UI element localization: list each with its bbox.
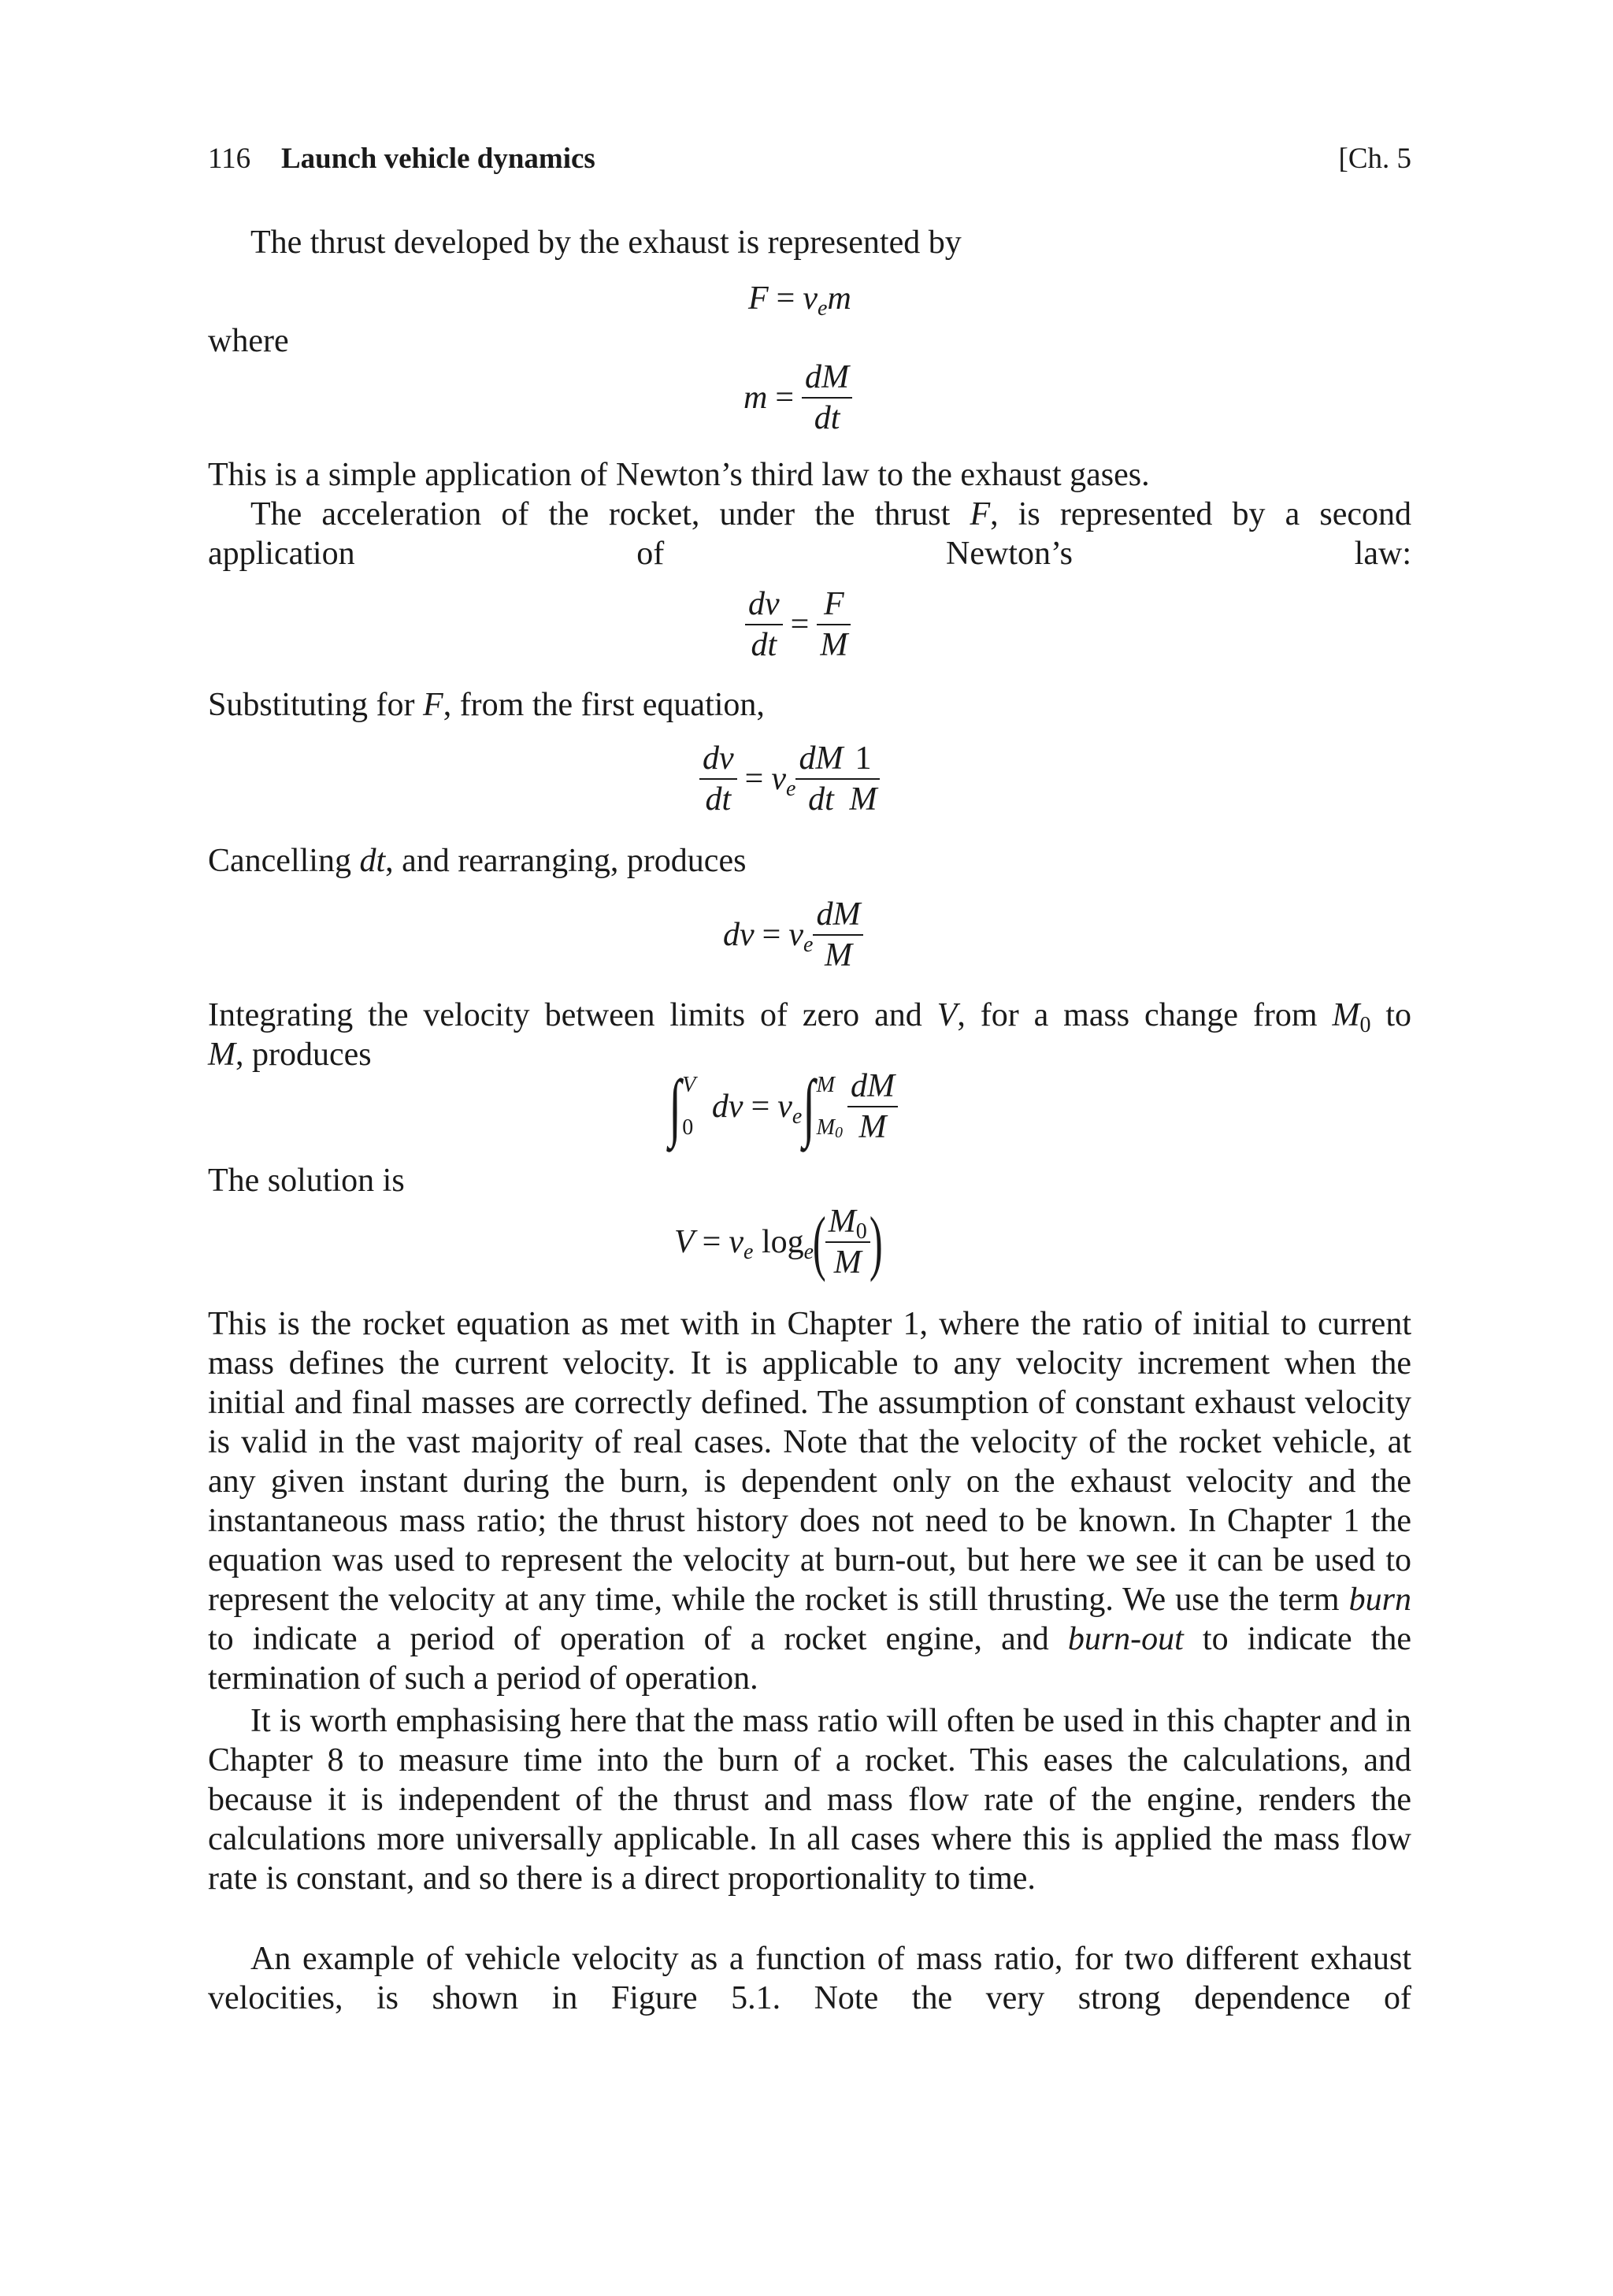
left-paren: ( bbox=[812, 1202, 826, 1282]
equation-acceleration: $\frac{dv}{dt}$ = $\frac{F}{M}$ bbox=[745, 584, 851, 665]
paragraph-rocket-equation: This is the rocket equation as met with in Chapter 1, where the ratio of initial to current mass defines the current velocity. It is applicable to any velocity increment when the initial and final masses are correctly defined. The assumption of constant exhaust velocity is valid in the vast majority of real cases. Note that the velocity of the rocket vehicle, at any given instant during the burn, is dependent only on the exhaust velocity and the instantaneous mass ratio; the thrust history does not need to be known. In Chapter 1 the equation was used to represent the velocity at burn-out, but here we see it can be used to represent the velocity at any time, while the rocket is still thrusting. We use the term burn to indicate a period of operation of a rocket engine, and burn-out to indicate the termination of such a period of operation. bbox=[208, 1306, 1412, 1697]
equation-rocket: $V = v_e$ $\log_e$( $\frac{M_0}{M}$ ) bbox=[674, 1202, 883, 1282]
acceleration-line-1: The acceleration of the rocket, under the thrust F, is represented by a second application of Newton’s law: bbox=[208, 496, 1412, 572]
integrating-line-2: M, produces bbox=[208, 1037, 372, 1073]
integrating-line-1: Integrating the velocity between limits of zero and V, for a mass change from $M_0$ to bbox=[208, 997, 1412, 1037]
equation-mass-flow: m = $\frac{dM}{dt}$ bbox=[743, 358, 852, 438]
cancelling-line: Cancelling dt, and rearranging, produces bbox=[208, 843, 747, 879]
equation-substituted: $\frac{dv}{dt}$ = $v_e$ $\frac{dM}{dt}$ $\frac{1}{M}$ bbox=[699, 739, 880, 819]
integral-sign: ∫ bbox=[669, 1064, 682, 1148]
integral-sign: ∫ bbox=[803, 1064, 816, 1148]
intro-line: The thrust developed by the exhaust is represented by bbox=[250, 224, 962, 261]
solution-label: The solution is bbox=[208, 1163, 405, 1199]
equation-integral: ∫ V 0 dv = $v_e\int$ M $M_0$ $\frac{dM}{M}$ bbox=[668, 1066, 898, 1147]
paragraph-figure-ref: An example of vehicle velocity as a function of mass ratio, for two different exhaust velocities, is shown in Figure 5.1. Note the very strong dependence of bbox=[208, 1941, 1411, 2016]
substituting-line: Substituting for F, from the first equation, bbox=[208, 687, 765, 723]
right-paren: ) bbox=[869, 1202, 883, 1282]
paragraph-mass-ratio: It is worth emphasising here that the mass ratio will often be used in this chapter and in Chapter 8 to measure time into the burn of a rocket. This eases the calculations, and because it is independent of the thrust and mass flow rate of the engine, renders the calculations more universally applicable. In all cases where this is applied the mass flow rate is constant, and so there is a direct proportionality to time. bbox=[208, 1703, 1411, 1897]
equation-rearranged: dv = $v_e$ $\frac{dM}{M}$ bbox=[723, 895, 863, 975]
page-number: 116 bbox=[208, 143, 251, 175]
where-label: where bbox=[208, 323, 289, 359]
newton-third-line: This is a simple application of Newton’s third law to the exhaust gases. bbox=[208, 457, 1150, 493]
running-title: Launch vehicle dynamics bbox=[281, 143, 595, 175]
equation-thrust: $F = v_em$ bbox=[748, 280, 851, 321]
chapter-label: [Ch. 5 bbox=[1338, 143, 1411, 175]
